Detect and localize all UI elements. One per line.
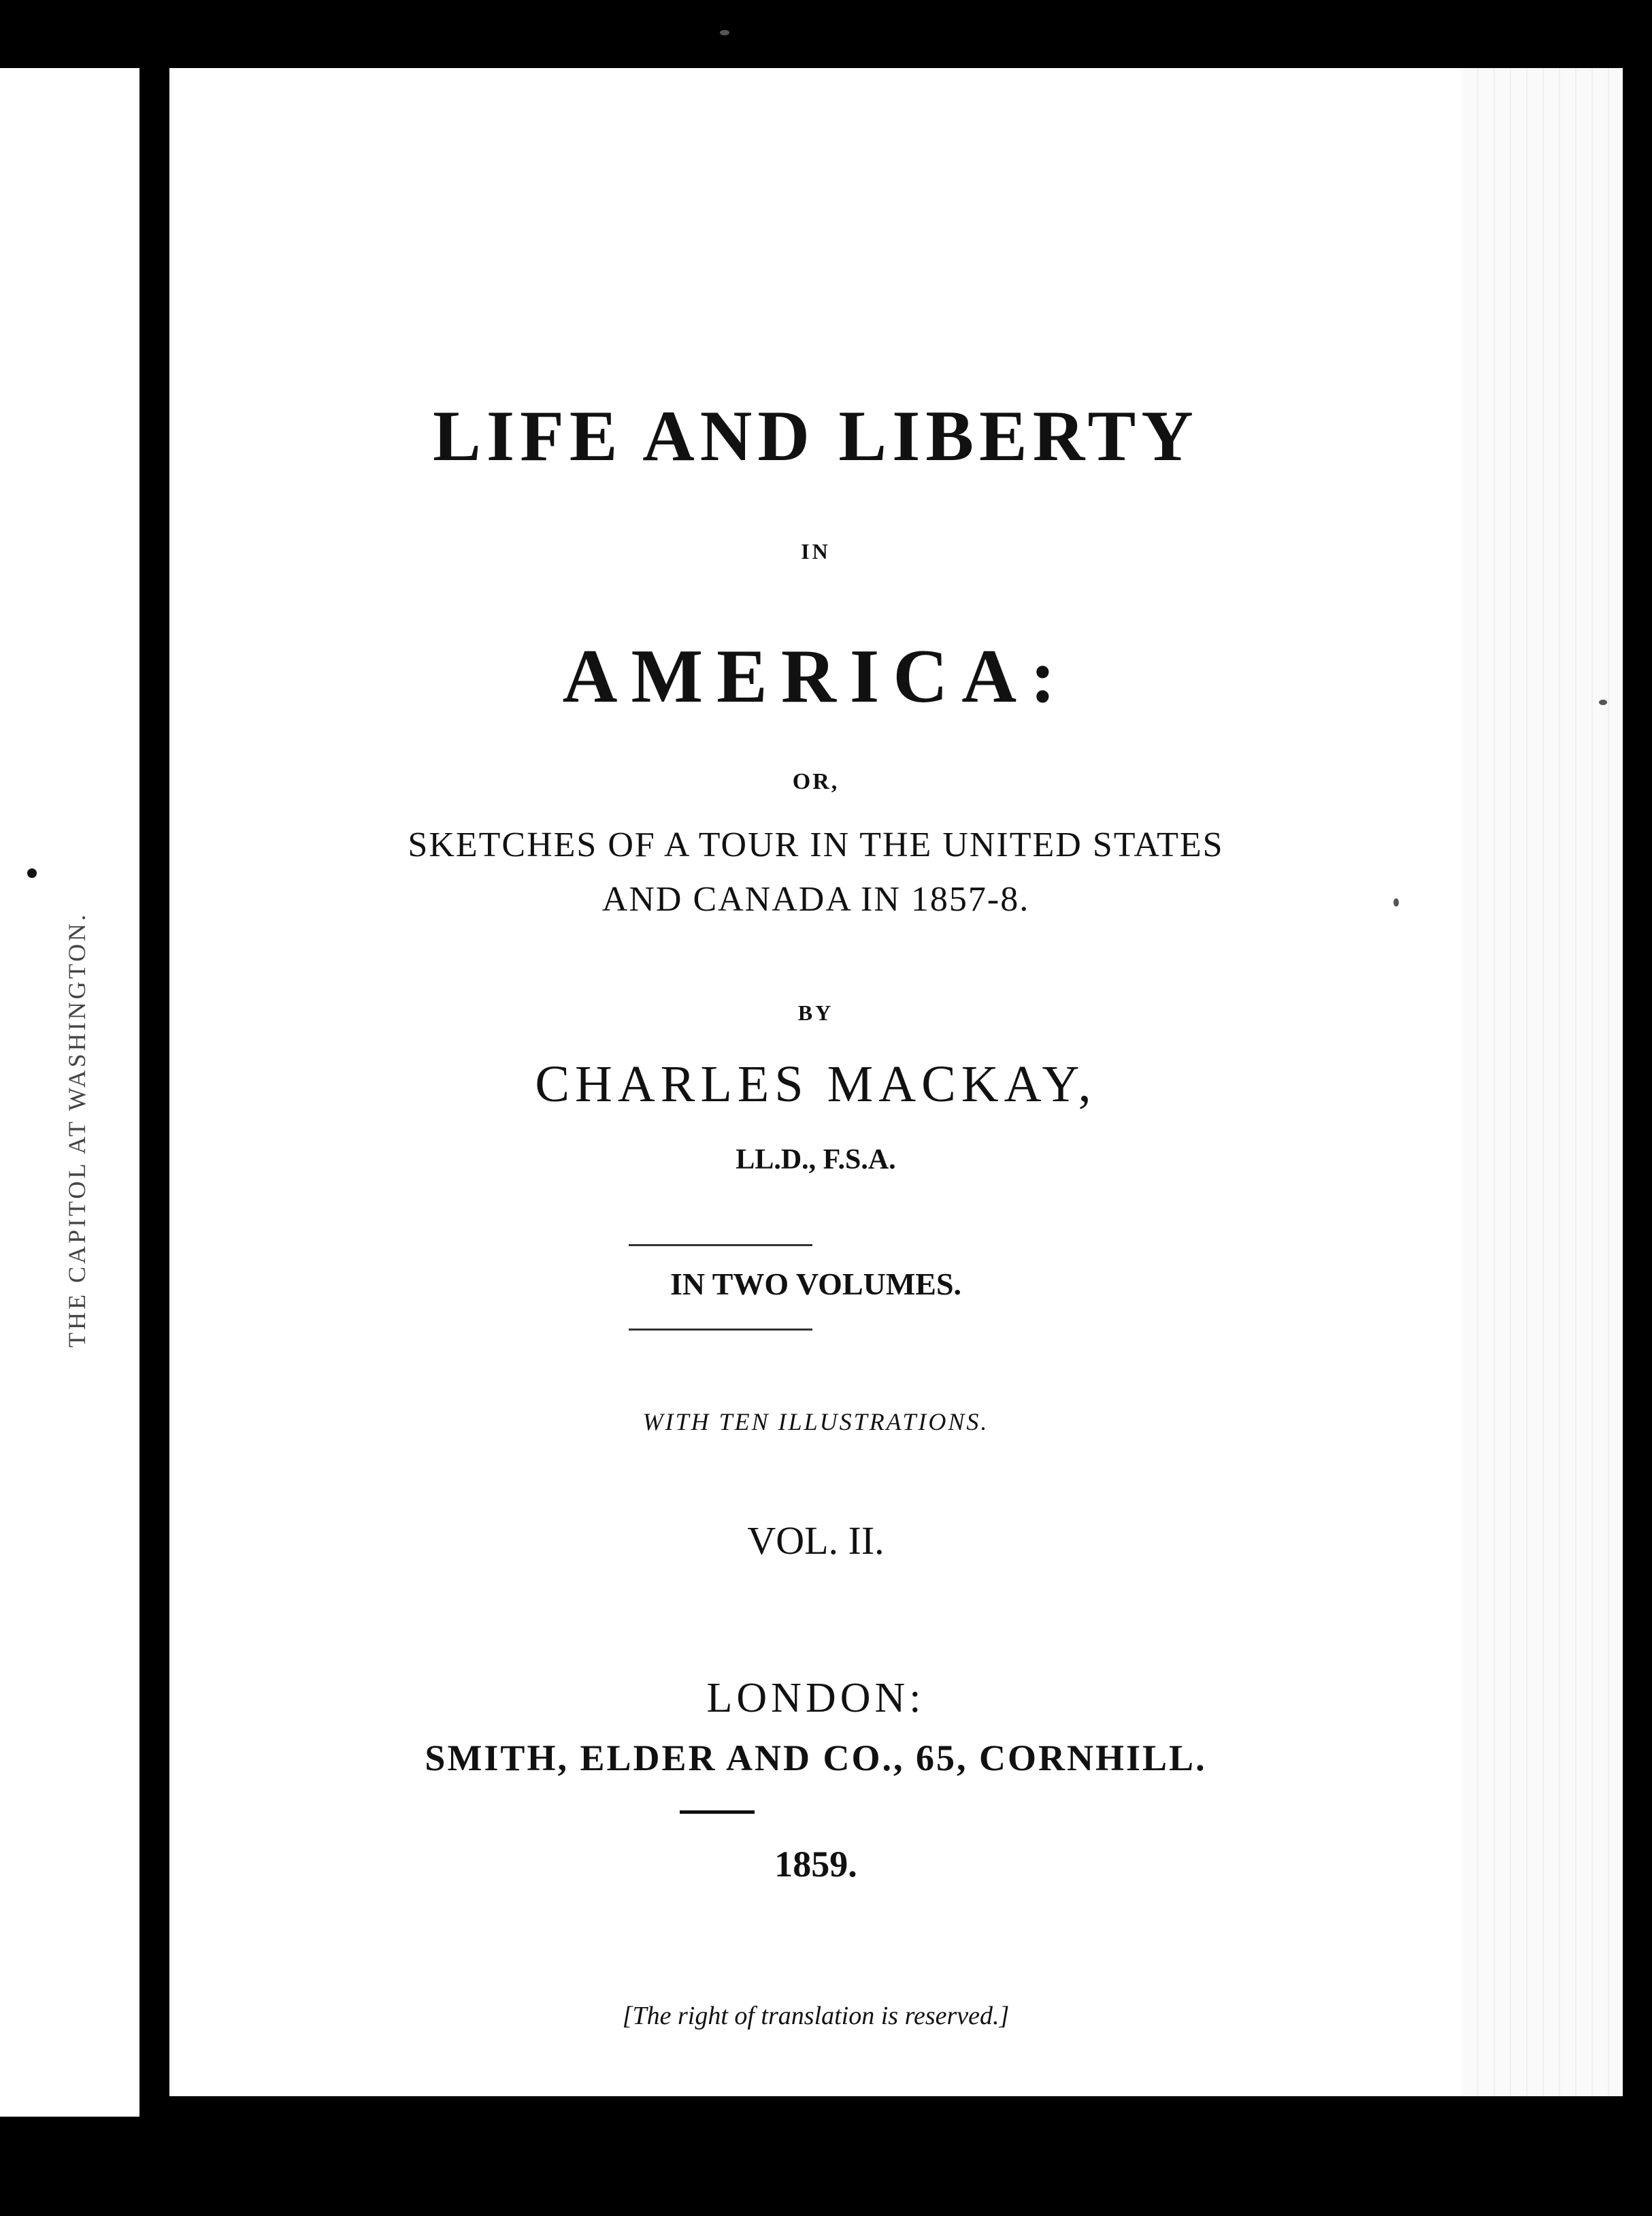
subtitle-line-1: SKETCHES OF A TOUR IN THE UNITED STATES	[408, 826, 1224, 864]
ink-dot	[27, 868, 37, 878]
illustrations-note: WITH TEN ILLUSTRATIONS.	[642, 1408, 989, 1435]
facing-plate-caption: THE CAPITOL AT WASHINGTON.	[63, 911, 90, 1348]
subtitle-line-2: AND CANADA IN 1857-8.	[601, 880, 1030, 919]
author-name: CHARLES MACKAY,	[535, 1056, 1097, 1113]
ink-fleck	[720, 30, 729, 35]
publication-year: 1859.	[774, 1844, 857, 1885]
book-title-country: AMERICA:	[562, 634, 1070, 719]
title-connector-in: IN	[801, 539, 831, 564]
divider-rule-top	[629, 1244, 812, 1246]
byline-label: BY	[797, 1000, 834, 1025]
title-page	[169, 68, 1462, 2096]
ink-fleck	[1599, 700, 1607, 705]
author-credentials: LL.D., F.S.A.	[736, 1144, 896, 1175]
divider-rule-bottom	[629, 1329, 812, 1331]
volume-number: VOL. II.	[747, 1518, 885, 1563]
ink-fleck	[1393, 898, 1399, 907]
publication-city: LONDON:	[706, 1675, 925, 1721]
volume-count: IN TWO VOLUMES.	[670, 1267, 962, 1301]
divider-rule-imprint	[680, 1810, 755, 1814]
facing-page	[0, 68, 139, 2117]
rights-notice: [The right of translation is reserved.]	[622, 2002, 1010, 2030]
publisher-imprint: SMITH, ELDER AND CO., 65, CORNHILL.	[425, 1738, 1207, 1778]
title-connector-or: OR,	[792, 769, 840, 794]
page-edges	[1462, 68, 1623, 2096]
book-gutter	[139, 68, 169, 2117]
book-title: LIFE AND LIBERTY	[433, 396, 1199, 476]
